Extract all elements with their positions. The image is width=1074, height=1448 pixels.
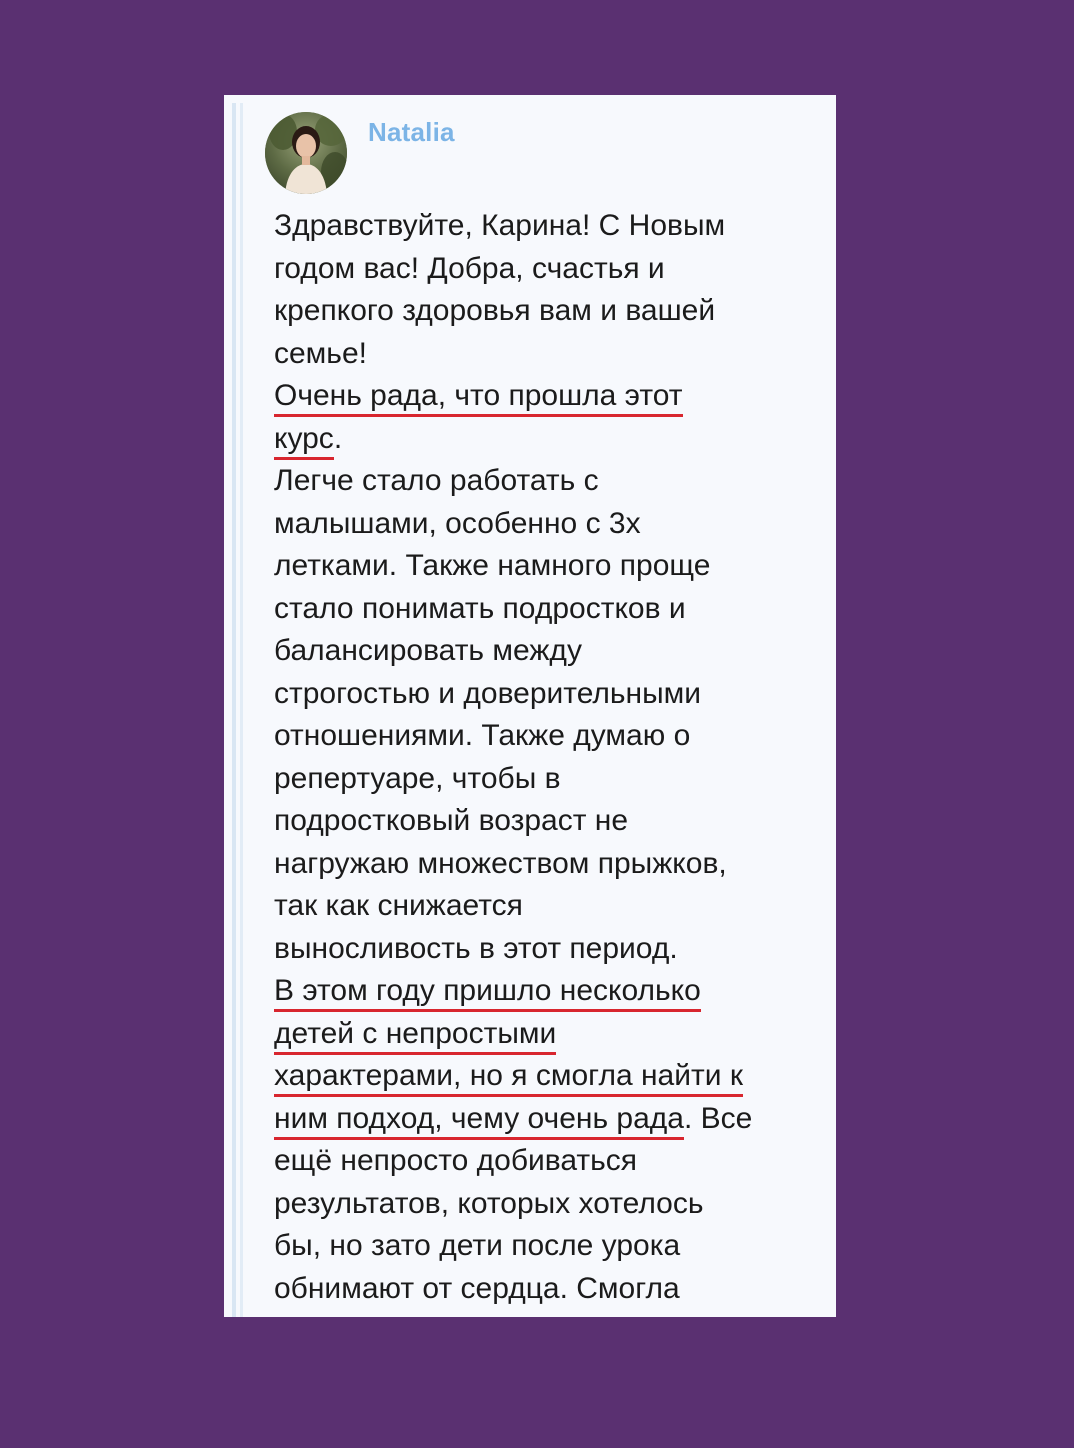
message-line: [274, 1268, 819, 1311]
message-line-text: малышами, особенно с 3х: [274, 506, 641, 540]
highlighted-text: детей с непростыми: [274, 1017, 556, 1055]
message-line-text: результатов, которых хотелось: [274, 1186, 704, 1220]
message-line: [274, 375, 819, 418]
sender-name[interactable]: Natalia: [368, 117, 455, 147]
quote-bar-inner: [240, 103, 243, 1317]
message-line: [274, 503, 819, 546]
highlighted-text: курс: [274, 422, 334, 460]
message-line: [274, 418, 819, 461]
message-line-text: подростковый возраст не: [274, 804, 629, 837]
message-line-tail: .: [333, 421, 343, 455]
message-line-text: семье!: [274, 336, 367, 370]
message-line: [274, 248, 819, 291]
message-line-text: репертуаре, чтобы в: [274, 761, 561, 795]
message-line: [274, 205, 819, 248]
message-line-text: стало понимать подростков и: [274, 591, 686, 625]
highlighted-text: характерами, но я смогла найти к: [274, 1059, 743, 1097]
message-line: [274, 545, 819, 588]
message-text: [274, 205, 819, 1310]
highlighted-text: В этом году пришло несколько: [274, 974, 701, 1012]
message-line: [274, 1183, 819, 1226]
message-line-text: строгостью и доверительными: [274, 676, 702, 710]
message-line: [274, 843, 819, 886]
quote-bar: [232, 103, 236, 1317]
message-line-text: балансировать между: [274, 634, 582, 667]
message-line: [274, 970, 819, 1013]
message-line: [274, 1055, 819, 1098]
message-line-text: крепкого здоровья вам и вашей: [274, 294, 716, 327]
message-line-text: выносливость в этот период.: [274, 931, 678, 965]
message-line: [274, 333, 819, 376]
message-line-text: ещё непросто добиваться: [274, 1144, 638, 1177]
message-line-text: нагружаю множеством прыжков,: [274, 846, 727, 880]
avatar-photo-icon: [265, 112, 347, 194]
message-line: [274, 1225, 819, 1268]
message-line: [274, 715, 819, 758]
message-line: [274, 673, 819, 716]
message-line-text: обнимают от сердца. Смогла: [274, 1271, 680, 1305]
message-line: [274, 885, 819, 928]
message-line: [274, 1098, 819, 1141]
message-line: [274, 758, 819, 801]
message-line: [274, 630, 819, 673]
message-card: [224, 95, 836, 1317]
message-line-text: летками. Также намного проще: [274, 549, 711, 582]
message-line: [274, 290, 819, 333]
message-line: [274, 928, 819, 971]
message-line: [274, 588, 819, 631]
message-line-tail: . Все: [683, 1101, 753, 1135]
message-line-text: годом вас! Добра, счастья и: [274, 251, 665, 285]
message-line-text: отношениями. Также думаю о: [274, 719, 691, 752]
message-line-text: Здравствуйте, Карина! С Новым: [274, 209, 726, 242]
message-line: [274, 460, 819, 503]
highlighted-text: Очень рада, что прошла этот: [274, 379, 683, 417]
highlighted-text: ним подход, чему очень рада: [274, 1102, 684, 1140]
message-line: [274, 1140, 819, 1183]
message-line: [274, 1013, 819, 1056]
message-line: [274, 800, 819, 843]
message-line-text: бы, но зато дети после урока: [274, 1229, 681, 1262]
message-line-text: так как снижается: [274, 889, 523, 922]
message-line-text: Легче стало работать с: [274, 464, 599, 497]
avatar[interactable]: [265, 112, 347, 194]
